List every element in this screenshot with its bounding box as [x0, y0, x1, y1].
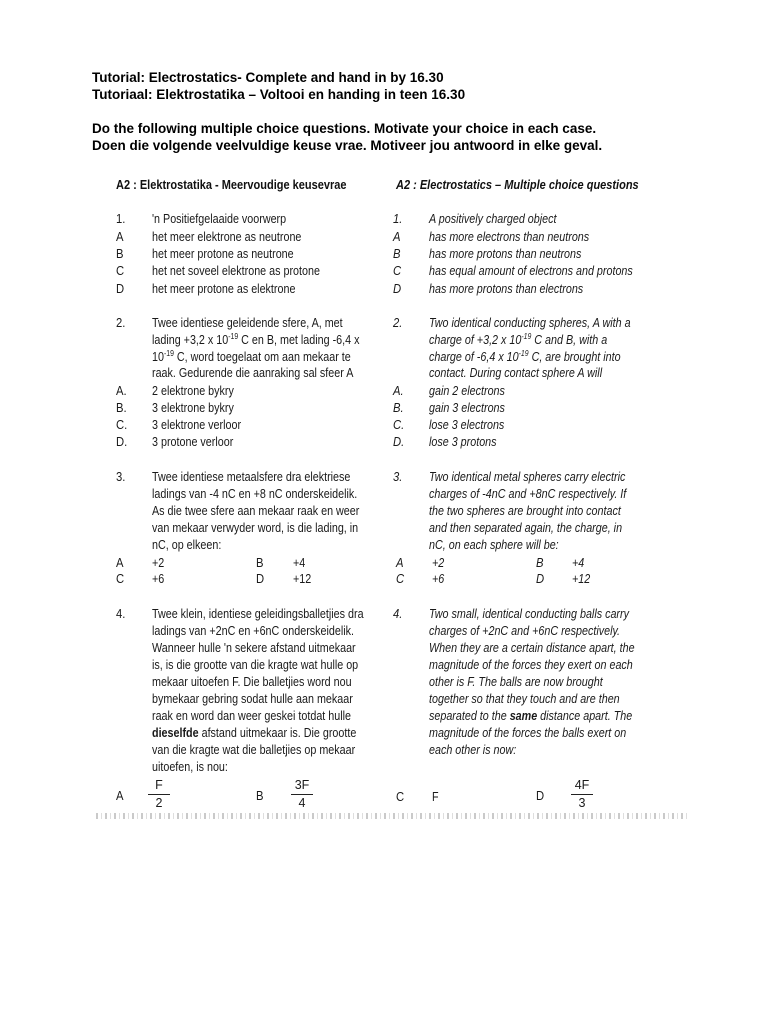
- q3-stem-line-af: van mekaar verwyder word, is die lading, in: [152, 521, 359, 535]
- q2-option-letter-af: A.: [116, 384, 127, 398]
- q2-option-text-af: 3 elektrone bykry: [152, 401, 234, 415]
- afrikaans-column-title: A2 : Elektrostatika - Meervoudige keusevrae: [116, 178, 347, 192]
- q4-number-af: 4.: [116, 607, 126, 621]
- q1-number-af: 1.: [116, 212, 126, 226]
- q4-stem-line-en: magnitude of the forces the balls exert on: [429, 726, 627, 740]
- q1-option-letter-af: B: [116, 247, 124, 261]
- q2-option-text-en: lose 3 protons: [429, 435, 497, 449]
- q3-option-value-af: +4: [293, 556, 306, 570]
- q1-number-en: 1.: [393, 212, 403, 226]
- q1-option-text-af: het net soveel elektrone as protone: [152, 264, 320, 278]
- instructions-afrikaans: Doen die volgende veelvuldige keuse vrae. Motiveer jou antwoord in elke geval.: [92, 138, 603, 153]
- q4-stem-line-af: van die kragte wat die balletjies op mekaar: [152, 743, 356, 757]
- q2-option-text-en: gain 2 electrons: [429, 384, 505, 398]
- title-english: Tutorial: Electrostatics- Complete and hand in by 16.30: [92, 70, 444, 85]
- q2-stem-line-en: charge of +3,2 x $10^{-19}$ C and B, with a: [429, 332, 608, 347]
- q3-option-letter-af: B: [256, 556, 264, 570]
- scan-edge-artifact: [96, 813, 688, 819]
- q1-option-text-af: het meer protone as neutrone: [152, 247, 294, 261]
- q2-stem-line-af: raak. Gedurende die aanraking sal sfeer A: [152, 366, 354, 380]
- q4-option-c-value: F: [432, 790, 439, 804]
- q3-stem-line-en: Two identical metal spheres carry electric: [429, 470, 626, 484]
- q4-stem-line-en: magnitude of the forces they exert on each: [429, 658, 633, 672]
- q2-option-letter-af: D.: [116, 435, 128, 449]
- q1-option-text-af: het meer elektrone as neutrone: [152, 230, 302, 244]
- q3-stem-line-af: nC, op elkeen:: [152, 538, 222, 552]
- q4-option-b-fraction: 3F 4: [291, 778, 313, 811]
- q3-option-letter-af: C: [116, 572, 125, 586]
- q3-option-letter-af: A: [116, 556, 124, 570]
- q3-option-value-en: +2: [432, 556, 445, 570]
- q2-stem-line-en: contact. During contact sphere A will: [429, 366, 603, 380]
- q3-stem-line-en: charges of -4nC and +8nC respectively. If: [429, 487, 627, 501]
- q4-stem-line-en: each other is now:: [429, 743, 517, 757]
- q4-option-letter: B: [256, 789, 264, 803]
- q4-number-en: 4.: [393, 607, 403, 621]
- q1-option-text-en: has more electrons than neutrons: [429, 230, 590, 244]
- q1-option-letter-af: C: [116, 264, 125, 278]
- q3-stem-line-af: As die twee sfere aan mekaar raak en weer: [152, 504, 360, 518]
- instructions-english: Do the following multiple choice questions. Motivate your choice in each case.: [92, 121, 597, 136]
- q3-stem-line-af: ladings van -4 nC en +8 nC onderskeidelik.: [152, 487, 358, 501]
- q1-option-text-en: has equal amount of electrons and protons: [429, 264, 633, 278]
- q4-option-letter: D: [536, 789, 545, 803]
- q4-stem-line-af: is, is die grootte van die kragte wat hulle op: [152, 658, 359, 672]
- q3-option-value-en: +4: [572, 556, 585, 570]
- q3-option-letter-en: A: [396, 556, 404, 570]
- english-column-title: A2 : Electrostatics – Multiple choice questions: [396, 178, 639, 192]
- q2-stem-line-af: lading +3,2 x $10^{-19}$ C en B, met lading -6,4 x: [152, 332, 360, 347]
- q1-option-letter-en: A: [393, 230, 401, 244]
- q4-stem-line-af: uitoefen, is nou:: [152, 760, 228, 774]
- title-afrikaans: Tutoriaal: Elektrostatika – Voltooi en handing in teen 16.30: [92, 87, 466, 102]
- q3-stem-line-en: the two spheres are brought into contact: [429, 504, 621, 518]
- q3-stem-line-en: nC, on each sphere will be:: [429, 538, 559, 552]
- q2-option-letter-en: B.: [393, 401, 404, 415]
- q4-stem-line-en: together so that they touch and are then: [429, 692, 620, 706]
- q3-stem-line-en: and then separated again, the charge, in: [429, 521, 623, 535]
- q2-option-text-af: 3 elektrone verloor: [152, 418, 242, 432]
- q2-option-letter-en: D.: [393, 435, 405, 449]
- q1-option-text-en: has more protons than neutrons: [429, 247, 582, 261]
- q4-stem-line-af: raak en word dan weer geskei totdat hulle: [152, 709, 351, 723]
- q3-option-value-en: +6: [432, 572, 445, 586]
- q3-option-letter-en: B: [536, 556, 544, 570]
- q3-stem-line-af: Twee identiese metaalsfere dra elektriese: [152, 470, 351, 484]
- q1-option-text-af: het meer protone as elektrone: [152, 282, 296, 296]
- q2-option-letter-af: B.: [116, 401, 127, 415]
- q2-option-letter-en: A.: [393, 384, 404, 398]
- q1-option-letter-af: D: [116, 282, 125, 296]
- q4-option-letter: A: [116, 789, 124, 803]
- q3-option-letter-en: D: [536, 572, 545, 586]
- q3-option-value-af: +2: [152, 556, 165, 570]
- q1-stem-af: 'n Positiefgelaaide voorwerp: [152, 212, 287, 226]
- q2-option-text-af: 2 elektrone bykry: [152, 384, 234, 398]
- q2-stem-line-af: $10^{-19}$ C, word toegelaat om aan mekaar te: [152, 349, 351, 364]
- q2-number-af: 2.: [116, 316, 126, 330]
- q2-option-letter-af: C.: [116, 418, 128, 432]
- q1-option-letter-en: C: [393, 264, 402, 278]
- q2-option-text-af: 3 protone verloor: [152, 435, 234, 449]
- q4-stem-line-en: charges of +2nC and +6nC respectively.: [429, 624, 621, 638]
- q3-option-letter-en: C: [396, 572, 405, 586]
- q4-stem-line-en: separated to the same distance apart. The: [429, 709, 633, 723]
- q3-number-en: 3.: [393, 470, 403, 484]
- q3-option-value-af: +12: [293, 572, 312, 586]
- q4-stem-line-af: dieselfde afstand uitmekaar is. Die grootte: [152, 726, 357, 740]
- q3-number-af: 3.: [116, 470, 126, 484]
- q1-option-letter-en: B: [393, 247, 401, 261]
- q4-stem-line-en: Two small, identical conducting balls carry: [429, 607, 629, 621]
- q4-option-letter: C: [396, 790, 405, 804]
- q4-stem-line-af: mekaar uitoefen F. Die balletjies word nou: [152, 675, 352, 689]
- q2-option-text-en: lose 3 electrons: [429, 418, 505, 432]
- q1-option-letter-en: D: [393, 282, 402, 296]
- q2-number-en: 2.: [393, 316, 403, 330]
- q2-option-text-en: gain 3 electrons: [429, 401, 505, 415]
- q3-option-letter-af: D: [256, 572, 265, 586]
- q2-option-letter-en: C.: [393, 418, 405, 432]
- q3-option-value-en: +12: [572, 572, 591, 586]
- q1-option-text-en: has more protons than electrons: [429, 282, 584, 296]
- q1-stem-en: A positively charged object: [429, 212, 557, 226]
- q4-stem-line-af: bymekaar gebring sodat hulle aan mekaar: [152, 692, 353, 706]
- q4-option-a-fraction: F 2: [148, 778, 170, 811]
- q4-stem-line-en: other is F. The balls are now brought: [429, 675, 603, 689]
- q3-option-value-af: +6: [152, 572, 165, 586]
- q4-option-d-fraction: 4F 3: [571, 778, 593, 811]
- q2-stem-line-en: charge of -6,4 x $10^{-19}$ C, are brought into: [429, 349, 621, 364]
- q4-stem-line-af: ladings van +2nC en +6nC onderskeidelik.: [152, 624, 355, 638]
- q1-option-letter-af: A: [116, 230, 124, 244]
- q4-stem-line-af: Wanneer hulle 'n sekere afstand uitmekaar: [152, 641, 356, 655]
- q2-stem-line-en: Two identical conducting spheres, A with a: [429, 316, 631, 330]
- q4-stem-line-af: Twee klein, identiese geleidingsballetjies dra: [152, 607, 364, 621]
- q4-stem-line-en: When they are a certain distance apart, the: [429, 641, 635, 655]
- q2-stem-line-af: Twee identiese geleidende sfere, A, met: [152, 316, 343, 330]
